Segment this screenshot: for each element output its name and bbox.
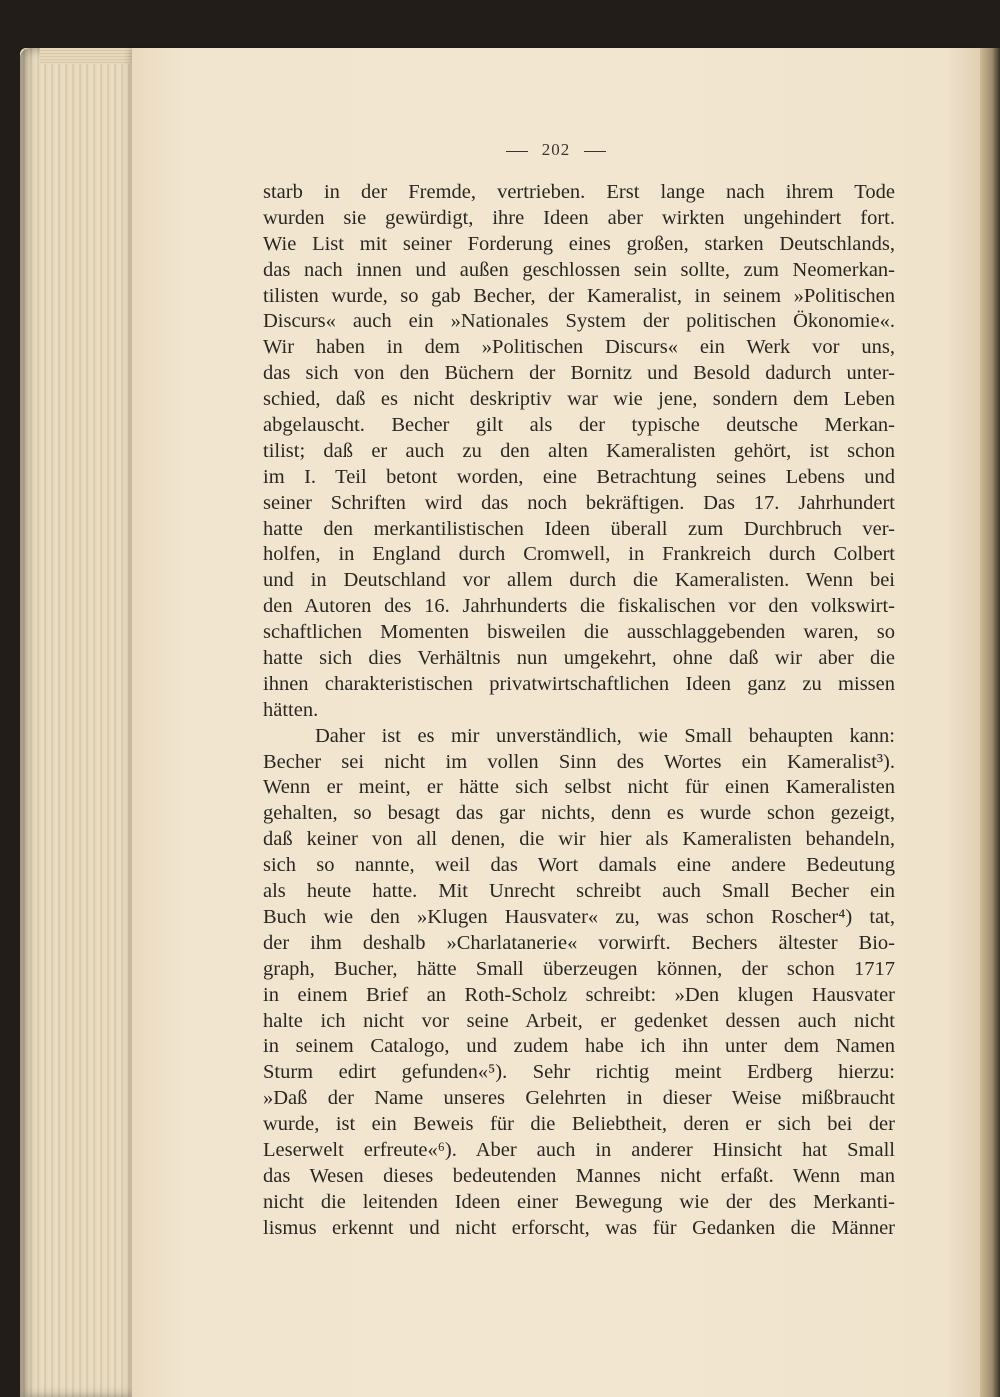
page-header (132, 140, 980, 170)
text-line: schied, daß es nicht deskriptiv war wie jene, sondern dem Leben (263, 388, 895, 411)
text-line: Buch wie den »Klugen Hausvater« zu, was schon Roscher⁴) tat, (263, 905, 895, 928)
text-line: schaftlichen Momenten bisweilen die ausschlaggebenden waren, so (263, 621, 895, 644)
text-line: tilisten wurde, so gab Becher, der Kameralist, in seinem »Politischen (263, 284, 895, 307)
text-line: starb in der Fremde, vertrieben. Erst lange nach ihrem Tode (263, 181, 895, 203)
text-line: Daher ist es mir unverständlich, wie Small behaupten kann: (315, 724, 895, 747)
text-line: Leserwelt erfreute«⁶). Aber auch in anderer Hinsicht hat Small (263, 1138, 895, 1161)
text-line: Becher sei nicht im vollen Sinn des Wortes ein Kameralist³). (263, 750, 895, 773)
text-line: und in Deutschland vor allem durch die Kameralisten. Wenn bei (263, 569, 895, 592)
text-line: Wenn er meint, er hätte sich selbst nicht für einen Kameralisten (263, 776, 895, 799)
text-line: daß keiner von all denen, die wir hier als Kameralisten behandeln, (263, 828, 895, 851)
text-line: sich so nannte, weil das Wort damals eine andere Bedeutung (263, 854, 895, 877)
page-number: 202 (541, 140, 571, 159)
text-line: wurden sie gewürdigt, ihre Ideen aber wirkten ungehindert fort. (263, 206, 895, 229)
text-line: Sturm edirt gefunden«⁵). Sehr richtig meint Erdberg hierzu: (263, 1061, 895, 1084)
text-line: Discurs« auch ein »Nationales System der politischen Ökonomie«. (263, 310, 895, 333)
page-edges-top (40, 48, 136, 64)
text-line: das Wesen dieses bedeutenden Mannes nicht erfaßt. Wenn man (263, 1164, 895, 1187)
text-line: Wie List mit seiner Forderung eines großen, starken Deutschlands, (263, 232, 895, 255)
text-line: ihnen charakteristischen privatwirtschaftlichen Ideen ganz zu missen (263, 672, 895, 695)
text-line: als heute hatte. Mit Unrecht schreibt auch Small Becher ein (263, 880, 895, 903)
text-line: seiner Schriften wird das noch bekräftigen. Das 17. Jahrhundert (263, 491, 895, 514)
text-line: hatte den merkantilistischen Ideen überall zum Durchbruch ver- (263, 517, 895, 540)
text-line: den Autoren des 16. Jahrhunderts die fiskalischen vor den volkswirt- (263, 595, 895, 618)
header-dash-left (506, 151, 528, 152)
text-line: tilist; daß er auch zu den alten Kameralisten gehört, ist schon (263, 439, 895, 462)
text-line: Wir haben in dem »Politischen Discurs« ein Werk vor uns, (263, 336, 895, 359)
text-line: lismus erkennt und nicht erforscht, was für Gedanken die Männer (263, 1216, 895, 1239)
text-line: graph, Bucher, hätte Small überzeugen können, der schon 1717 (263, 957, 895, 980)
text-line: das nach innen und außen geschlossen sein sollte, zum Neomerkan- (263, 258, 895, 281)
text-line: im I. Teil betont worden, eine Betrachtung seines Lebens und (263, 465, 895, 488)
text-line: abgelauscht. Becher gilt als der typische deutsche Merkan- (263, 414, 895, 437)
body-text (263, 180, 895, 1242)
text-line: »Daß der Name unseres Gelehrten in dieser Weise mißbraucht (263, 1087, 895, 1110)
text-line: gehalten, so besagt das gar nichts, denn es wurde schon gezeigt, (263, 802, 895, 825)
header-dash-right (584, 151, 606, 152)
text-line: nicht die leitenden Ideen einer Bewegung wie der des Merkanti- (263, 1190, 895, 1213)
text-line: halte ich nicht vor seine Arbeit, er gedenket dessen auch nicht (263, 1009, 895, 1032)
page-edges (20, 48, 136, 1397)
text-line: hatte sich dies Verhältnis nun umgekehrt, ohne daß wir aber die (263, 647, 895, 670)
text-line: wurde, ist ein Beweis für die Beliebtheit, deren er sich bei der (263, 1113, 895, 1136)
gutter-shadow (980, 48, 1000, 1397)
text-line: hätten. (263, 698, 319, 721)
text-line: das sich von den Büchern der Bornitz und Besold dadurch unter- (263, 362, 895, 385)
text-line: der ihm deshalb »Charlatanerie« vorwirft. Bechers ältester Bio- (263, 931, 895, 954)
text-line: holfen, in England durch Cromwell, in Frankreich durch Colbert (263, 543, 895, 566)
text-line: in seinem Catalogo, und zudem habe ich ihn unter dem Namen (263, 1035, 895, 1058)
text-line: in einem Brief an Roth-Scholz schreibt: »Den klugen Hausvater (263, 983, 895, 1006)
